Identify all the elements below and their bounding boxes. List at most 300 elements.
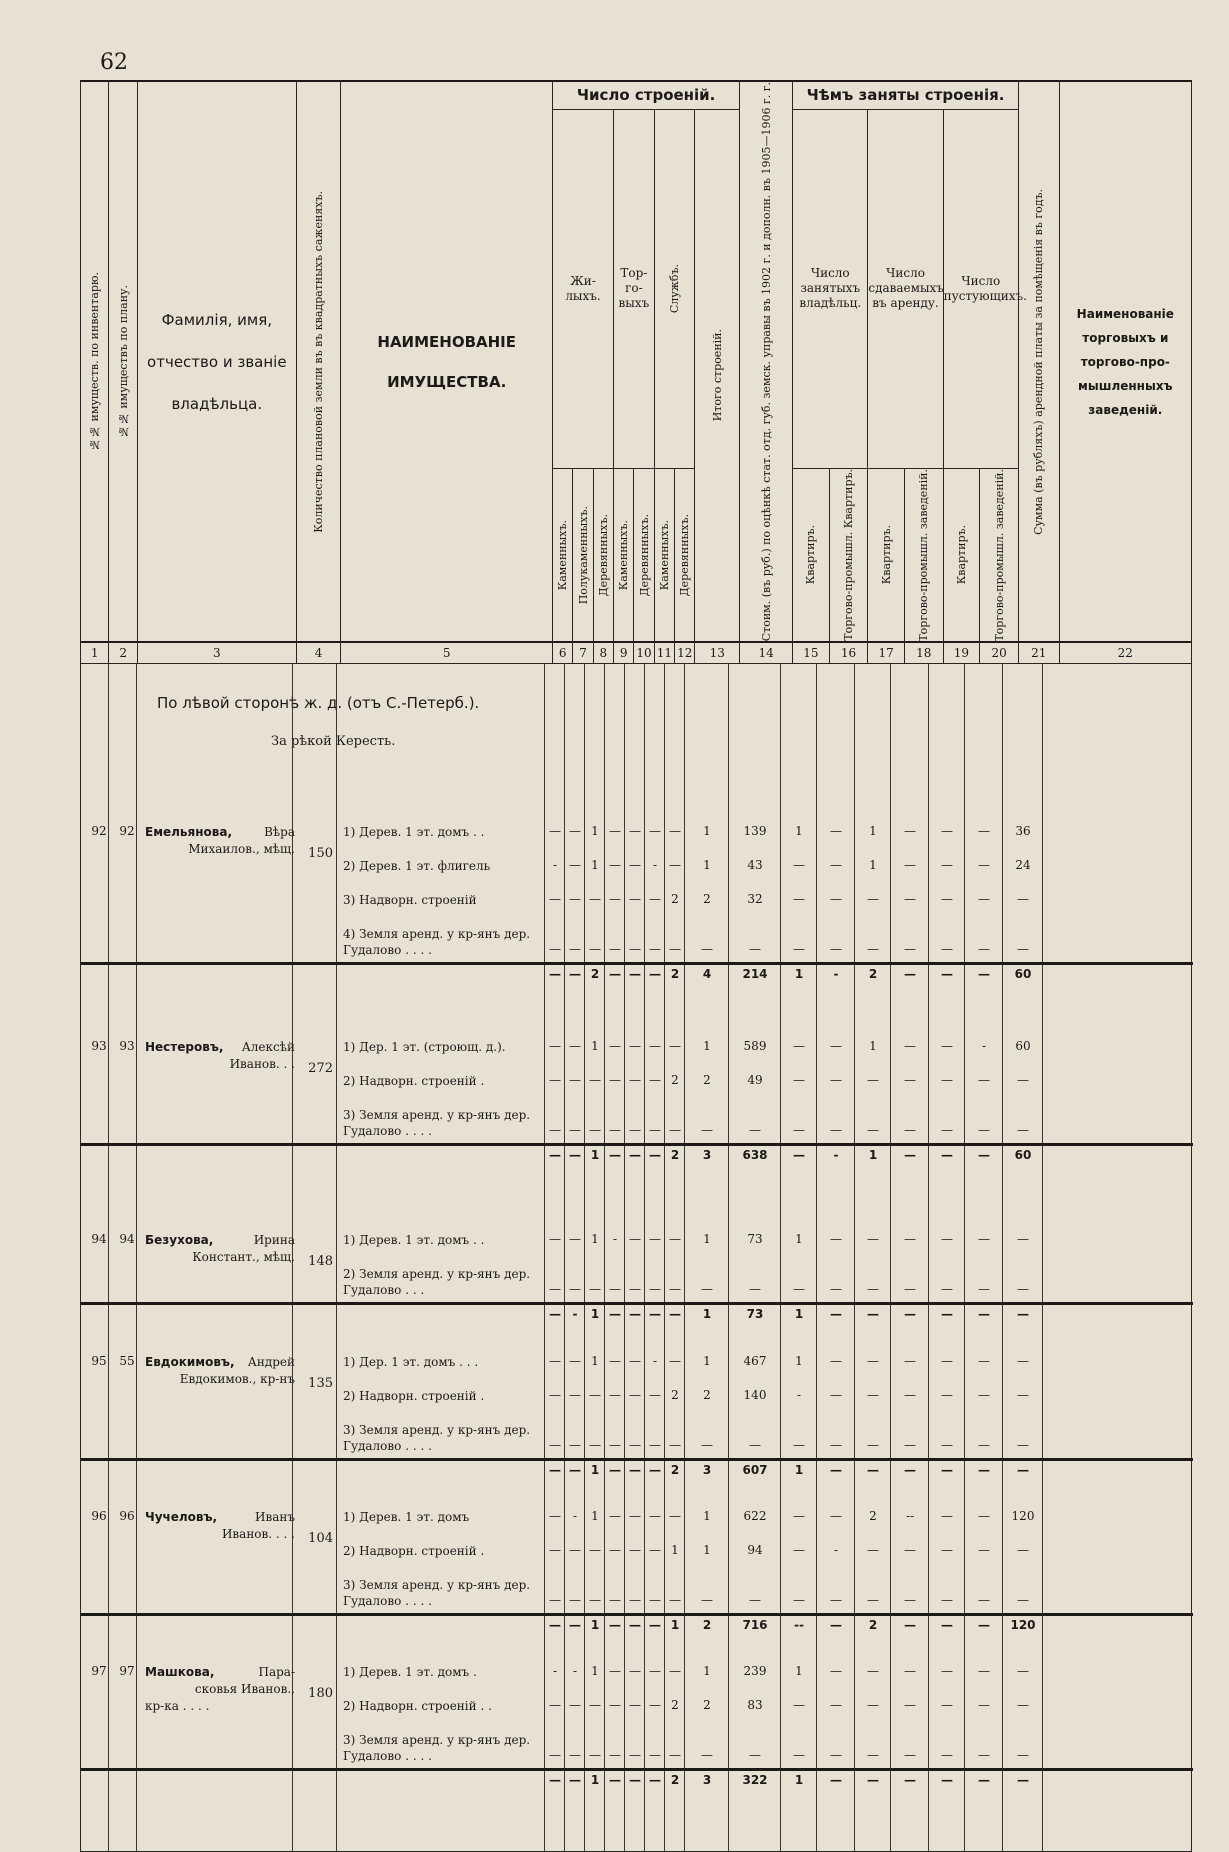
cell-value: 2: [671, 1698, 679, 1713]
cell-value: —: [569, 824, 581, 839]
cell-value: —: [589, 1438, 601, 1453]
cell-value: —: [867, 1232, 879, 1247]
property-line: [81, 1509, 1193, 1543]
property-line: [81, 1388, 1193, 1422]
entry-total-row: [81, 1458, 1193, 1481]
cell-value: —: [609, 1073, 621, 1088]
cell-value: 2: [703, 892, 711, 907]
total-value: 2: [670, 1463, 680, 1478]
cell-value: —: [830, 1073, 842, 1088]
cell-value: 2: [671, 892, 679, 907]
col-number: 6: [553, 642, 573, 664]
cell-value: —: [549, 1509, 561, 1524]
cell-value: --: [905, 1509, 915, 1524]
cell-value: —: [701, 942, 713, 957]
owner-surname: Емельянова,: [145, 825, 233, 840]
cell-value: —: [569, 1039, 581, 1054]
cell-value: —: [549, 1354, 561, 1369]
cell-value: —: [1017, 1282, 1029, 1297]
total-value: —: [629, 1148, 641, 1163]
cell-value: -: [796, 1388, 802, 1403]
col-number: 20: [980, 642, 1019, 664]
entry-total-row: [81, 1143, 1193, 1166]
cell-value: —: [629, 1232, 641, 1247]
owner-surname: Чучеловъ,: [145, 1510, 218, 1525]
total-value: —: [1017, 1773, 1029, 1788]
total-value: 638: [742, 1148, 768, 1163]
cell-value: 467: [743, 1354, 767, 1369]
cell-value: —: [941, 1509, 953, 1524]
total-value: —: [941, 967, 953, 982]
land-area: 272: [308, 1061, 333, 1077]
cell-value: —: [569, 1282, 581, 1297]
cell-value: —: [549, 1073, 561, 1088]
property-line: [81, 1073, 1193, 1107]
header-value: Стоим. (въ руб.) по оцѣнкѣ стат. отд. губ. земск. управы въ 1902 г. и дополн. въ 1905—1906 г. г.: [740, 81, 793, 642]
cell-value: —: [904, 1282, 916, 1297]
cell-value: —: [941, 1543, 953, 1558]
cell-value: —: [904, 1354, 916, 1369]
col-number: 3: [137, 642, 296, 664]
cell-value: —: [978, 858, 990, 873]
cell-value: —: [569, 1438, 581, 1453]
cell-value: —: [830, 1039, 842, 1054]
cell-value: —: [830, 1748, 842, 1763]
cell-value: —: [1017, 892, 1029, 907]
header-col17: Квартиръ.: [868, 468, 905, 642]
cell-value: 43: [747, 858, 763, 873]
cell-value: —: [1017, 1543, 1029, 1558]
total-value: —: [904, 1148, 916, 1163]
cell-value: —: [649, 824, 661, 839]
total-value: —: [609, 967, 621, 982]
property-line: [81, 926, 1193, 960]
cell-value: —: [904, 1073, 916, 1088]
cell-value: —: [867, 1438, 879, 1453]
cell-value: 32: [747, 892, 763, 907]
cell-value: 24: [1015, 858, 1031, 873]
total-value: —: [609, 1618, 621, 1633]
cell-value: 1: [591, 1664, 599, 1679]
cell-value: —: [978, 1748, 990, 1763]
owner-name-part: Евдокимов., кр-нъ: [179, 1372, 295, 1387]
cell-value: 1: [703, 1354, 711, 1369]
cell-value: 2: [671, 1388, 679, 1403]
cell-value: —: [649, 1232, 661, 1247]
total-value: —: [649, 1618, 661, 1633]
cell-value: —: [589, 1748, 601, 1763]
cell-value: —: [669, 858, 681, 873]
total-value: 1: [794, 1773, 804, 1788]
header-sub-owner: Число занятыхъ владѣльц.: [793, 109, 868, 468]
total-value: —: [830, 1307, 842, 1322]
col-number: 1: [81, 642, 109, 664]
inventory-number: 93: [91, 1039, 107, 1054]
cell-value: —: [830, 824, 842, 839]
col-number: 14: [740, 642, 793, 664]
property-name: 1) Дерев. 1 эт. домъ . .: [343, 825, 485, 840]
total-value: —: [830, 1463, 842, 1478]
cell-value: —: [793, 1593, 805, 1608]
cell-value: -: [652, 858, 658, 873]
total-value: —: [549, 1307, 561, 1322]
cell-value: —: [609, 1388, 621, 1403]
header-sub-living: Жи-лыхъ.: [553, 109, 614, 468]
cell-value: —: [549, 1388, 561, 1403]
header-plan-number: №№ имуществъ по плану.: [109, 81, 137, 642]
header-col19: Квартиръ.: [943, 468, 980, 642]
property-line: [81, 1354, 1193, 1388]
cell-value: —: [1017, 1593, 1029, 1608]
plan-number: 92: [119, 824, 135, 839]
cell-value: —: [609, 1438, 621, 1453]
total-value: 1: [670, 1618, 680, 1633]
cell-value: —: [629, 1543, 641, 1558]
cell-value: —: [629, 1123, 641, 1138]
header-col20: Торгово-промышл. заведеній.: [980, 468, 1019, 642]
total-value: —: [569, 1148, 581, 1163]
cell-value: —: [649, 1073, 661, 1088]
section-subtitle: За рѣкой Кересть.: [271, 734, 396, 750]
cell-value: —: [609, 1039, 621, 1054]
cell-value: —: [904, 858, 916, 873]
cell-value: —: [978, 1593, 990, 1608]
entry-total-row: [81, 1302, 1193, 1325]
col-number: 5: [341, 642, 553, 664]
total-value: 4: [702, 967, 712, 982]
cell-value: —: [549, 1748, 561, 1763]
cell-value: 1: [591, 824, 599, 839]
total-value: —: [569, 1618, 581, 1633]
cell-value: —: [589, 942, 601, 957]
cell-value: —: [1017, 1438, 1029, 1453]
cell-value: —: [867, 1282, 879, 1297]
cell-value: —: [978, 1388, 990, 1403]
cell-value: 2: [703, 1698, 711, 1713]
total-value: 1: [590, 1463, 600, 1478]
cell-value: 140: [743, 1388, 767, 1403]
total-value: 1: [794, 967, 804, 982]
cell-value: —: [867, 1748, 879, 1763]
cell-value: —: [649, 1593, 661, 1608]
cell-value: 1: [795, 1232, 803, 1247]
cell-value: —: [629, 1354, 641, 1369]
total-value: 2: [868, 967, 878, 982]
inventory-number: 94: [91, 1232, 107, 1247]
cell-value: 60: [1015, 1039, 1031, 1054]
total-value: —: [629, 1773, 641, 1788]
total-value: —: [629, 967, 641, 982]
total-value: —: [867, 1307, 879, 1322]
cell-value: —: [669, 1123, 681, 1138]
total-value: 1: [794, 1463, 804, 1478]
property-line: [81, 858, 1193, 892]
cell-value: —: [629, 942, 641, 957]
cell-value: —: [629, 1664, 641, 1679]
cell-value: —: [569, 858, 581, 873]
col-number: 9: [614, 642, 634, 664]
cell-value: —: [669, 1509, 681, 1524]
cell-value: —: [867, 1354, 879, 1369]
header-sub-rent: Число сдаваемыхъ въ аренду.: [868, 109, 943, 468]
total-value: 3: [702, 1773, 712, 1788]
property-name: 2) Надворн. строеній .: [343, 1074, 485, 1089]
total-value: --: [794, 1618, 804, 1633]
total-value: —: [609, 1773, 621, 1788]
header-sub-empty: Число пустующихъ.: [943, 109, 1018, 468]
cell-value: —: [941, 1073, 953, 1088]
cell-value: —: [941, 1354, 953, 1369]
cell-value: —: [1017, 1748, 1029, 1763]
cell-value: —: [629, 1593, 641, 1608]
cell-value: —: [701, 1282, 713, 1297]
header-total-buildings: Итого строеній.: [695, 109, 740, 642]
cell-value: —: [830, 1509, 842, 1524]
cell-value: —: [549, 824, 561, 839]
total-value: —: [1017, 1307, 1029, 1322]
cell-value: —: [629, 1073, 641, 1088]
property-line: [81, 1232, 1193, 1266]
cell-value: —: [941, 1438, 953, 1453]
cell-value: —: [1017, 942, 1029, 957]
cell-value: —: [793, 1438, 805, 1453]
cell-value: 1: [795, 1354, 803, 1369]
property-line: [81, 1732, 1193, 1766]
cell-value: —: [941, 1123, 953, 1138]
col-number: 11: [654, 642, 674, 664]
cell-value: —: [749, 1748, 761, 1763]
cell-value: —: [649, 1438, 661, 1453]
total-value: —: [649, 1148, 661, 1163]
cell-value: —: [904, 1593, 916, 1608]
property-name: 2) Надворн. строеній .: [343, 1544, 485, 1559]
total-value: —: [649, 1463, 661, 1478]
owner-name-part: Иванов. . . .: [221, 1527, 295, 1542]
cell-value: -: [833, 1543, 839, 1558]
cell-value: —: [549, 1543, 561, 1558]
cell-value: —: [609, 1282, 621, 1297]
total-value: —: [830, 1773, 842, 1788]
total-value: —: [649, 1307, 661, 1322]
cell-value: —: [941, 1698, 953, 1713]
owner-name-part: Вѣра: [264, 825, 295, 840]
header-col7: Полукаменныхъ.: [573, 468, 593, 642]
property-name: 4) Земля аренд. у кр-янъ дер. Гудалово . . . .: [343, 927, 531, 958]
total-value: —: [904, 1773, 916, 1788]
cell-value: —: [793, 858, 805, 873]
cell-value: 239: [743, 1664, 767, 1679]
property-line: [81, 1698, 1193, 1732]
col-number: 18: [904, 642, 943, 664]
cell-value: —: [793, 1509, 805, 1524]
cell-value: 1: [869, 858, 877, 873]
plan-number: 94: [119, 1232, 135, 1247]
total-value: —: [569, 1463, 581, 1478]
cell-value: —: [549, 1438, 561, 1453]
total-value: —: [549, 1463, 561, 1478]
cell-value: 1: [591, 1232, 599, 1247]
col-number: 21: [1018, 642, 1059, 664]
cell-value: —: [978, 1073, 990, 1088]
cell-value: —: [649, 892, 661, 907]
cell-value: —: [867, 1593, 879, 1608]
cell-value: —: [629, 892, 641, 907]
owner-name-part: Иванов. . .: [229, 1057, 295, 1072]
cell-value: —: [867, 1073, 879, 1088]
cell-value: 1: [591, 1509, 599, 1524]
cell-value: —: [830, 1593, 842, 1608]
column-number-row: [81, 642, 1192, 664]
property-name: 2) Надворн. строеній . .: [343, 1699, 492, 1714]
property-name: 1) Дерев. 1 эт. домъ: [343, 1510, 470, 1525]
property-line: [81, 1107, 1193, 1141]
col-number: 10: [634, 642, 654, 664]
header-establishments: Наименованіе торговыхъ и торгово-про- мышленныхъ заведеній.: [1059, 81, 1191, 642]
cell-value: —: [549, 1593, 561, 1608]
cell-value: —: [830, 942, 842, 957]
cell-value: —: [941, 942, 953, 957]
cell-value: —: [1017, 1354, 1029, 1369]
cell-value: —: [569, 892, 581, 907]
cell-value: —: [609, 942, 621, 957]
header-col9: Каменныхъ.: [614, 468, 634, 642]
cell-value: —: [609, 1543, 621, 1558]
cell-value: —: [978, 824, 990, 839]
cell-value: —: [569, 1073, 581, 1088]
header-col10: Деревянныхъ.: [634, 468, 654, 642]
cell-value: —: [669, 1748, 681, 1763]
owner-name-part: Констант., мѣщ.: [192, 1250, 295, 1265]
cell-value: —: [629, 1509, 641, 1524]
inventory-number: 95: [91, 1354, 107, 1369]
cell-value: 2: [703, 1388, 711, 1403]
cell-value: 120: [1011, 1509, 1035, 1524]
property-name: 3) Земля аренд. у кр-янъ дер. Гудалово . . . .: [343, 1108, 531, 1139]
cell-value: 622: [743, 1509, 767, 1524]
cell-value: —: [793, 1698, 805, 1713]
cell-value: —: [941, 1282, 953, 1297]
total-value: 3: [702, 1148, 712, 1163]
cell-value: —: [867, 1664, 879, 1679]
cell-value: 139: [743, 824, 767, 839]
col-number: 12: [675, 642, 695, 664]
land-area: 150: [308, 846, 333, 862]
cell-value: —: [793, 1748, 805, 1763]
total-value: —: [904, 967, 916, 982]
cell-value: —: [904, 942, 916, 957]
cell-value: —: [569, 1123, 581, 1138]
owner-name-part: Ирина: [253, 1233, 295, 1248]
cell-value: —: [867, 1698, 879, 1713]
cell-value: —: [649, 1698, 661, 1713]
cell-value: —: [669, 1039, 681, 1054]
cell-value: —: [701, 1593, 713, 1608]
header-land-area: Количество плановой земли въ въ квадратныхъ саженяхъ.: [296, 81, 341, 642]
total-value: 1: [590, 1773, 600, 1788]
cell-value: —: [589, 1388, 601, 1403]
cell-value: —: [569, 942, 581, 957]
owner-name-part: кр-ка . . . .: [145, 1699, 210, 1714]
cell-value: —: [978, 1543, 990, 1558]
cell-value: —: [749, 1438, 761, 1453]
cell-value: —: [904, 1232, 916, 1247]
property-line: [81, 1577, 1193, 1611]
cell-value: —: [904, 1543, 916, 1558]
property-name: 2) Дерев. 1 эт. флигель: [343, 859, 491, 874]
section-title: По лѣвой сторонѣ ж. д. (отъ С.-Петерб.).: [157, 694, 480, 713]
cell-value: 49: [747, 1073, 763, 1088]
cell-value: —: [830, 1698, 842, 1713]
total-value: —: [904, 1618, 916, 1633]
total-value: 1: [702, 1307, 712, 1322]
cell-value: —: [669, 1282, 681, 1297]
header-owner: Фамилія, имя, отчество и званіе владѣльца.: [137, 81, 296, 642]
cell-value: —: [1017, 1232, 1029, 1247]
cell-value: —: [941, 824, 953, 839]
cell-value: 83: [747, 1698, 763, 1713]
cell-value: —: [629, 824, 641, 839]
cell-value: —: [609, 1354, 621, 1369]
total-value: -: [572, 1307, 578, 1322]
cell-value: —: [830, 1123, 842, 1138]
plan-number: 96: [119, 1509, 135, 1524]
plan-number: 55: [119, 1354, 135, 1369]
col-number: 15: [793, 642, 830, 664]
cell-value: —: [549, 1282, 561, 1297]
total-value: —: [569, 1773, 581, 1788]
header-col6: Каменныхъ.: [553, 468, 573, 642]
cell-value: —: [669, 1593, 681, 1608]
cell-value: —: [701, 1123, 713, 1138]
total-value: 1: [590, 1618, 600, 1633]
plan-number: 93: [119, 1039, 135, 1054]
cell-value: —: [830, 1388, 842, 1403]
cell-value: —: [629, 1698, 641, 1713]
total-value: 60: [1014, 1148, 1032, 1163]
entry-total-row: [81, 1613, 1193, 1636]
cell-value: —: [669, 1664, 681, 1679]
total-value: —: [941, 1148, 953, 1163]
total-value: —: [629, 1307, 641, 1322]
total-value: 2: [670, 1148, 680, 1163]
cell-value: —: [609, 1509, 621, 1524]
property-name: 3) Земля аренд. у кр-янъ дер. Гудалово . . . .: [343, 1733, 531, 1764]
cell-value: —: [701, 1748, 713, 1763]
land-area: 148: [308, 1254, 333, 1270]
inventory-table: [80, 80, 1192, 1852]
property-line: [81, 824, 1193, 858]
owner-name-part: Иванъ: [254, 1510, 295, 1525]
cell-value: —: [830, 858, 842, 873]
total-value: -: [833, 967, 839, 982]
cell-value: —: [569, 1698, 581, 1713]
header-rent-sum: Сумма (въ рубляхъ) арендной платы за помѣщенія въ годъ.: [1018, 81, 1059, 642]
cell-value: —: [941, 1232, 953, 1247]
total-value: —: [941, 1463, 953, 1478]
cell-value: —: [941, 892, 953, 907]
cell-value: —: [830, 892, 842, 907]
entry-total-row: [81, 962, 1193, 985]
cell-value: 36: [1015, 824, 1031, 839]
cell-value: —: [649, 1664, 661, 1679]
cell-value: -: [572, 1664, 578, 1679]
total-value: —: [1017, 1463, 1029, 1478]
col-number: 16: [829, 642, 868, 664]
total-value: —: [549, 967, 561, 982]
property-name: 2) Надворн. строеній .: [343, 1389, 485, 1404]
plan-number: 97: [119, 1664, 135, 1679]
cell-value: —: [629, 1748, 641, 1763]
